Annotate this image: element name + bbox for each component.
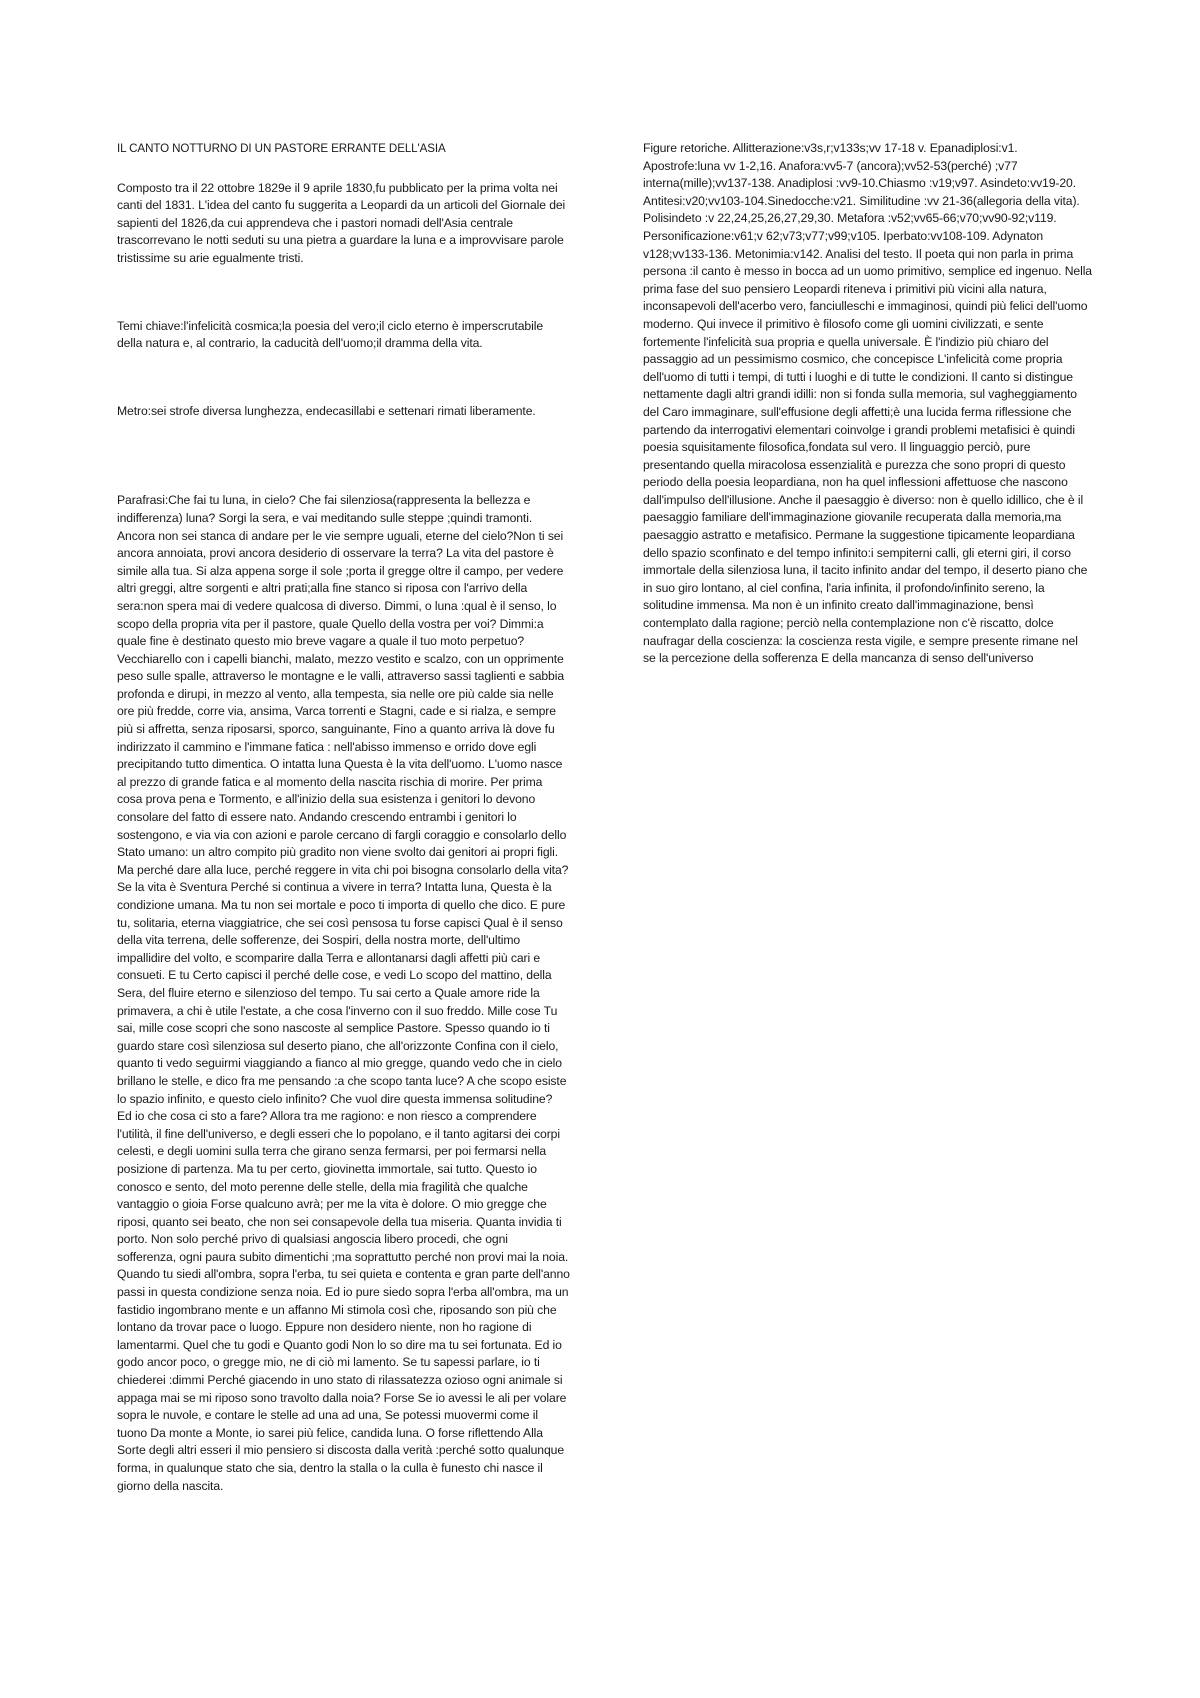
spacer	[117, 420, 570, 492]
paraphrase-paragraph: Parafrasi:Che fai tu luna, in cielo? Che fai silenziosa(rappresenta la bellezza e indifferenza) luna? Sorgi la sera, e vai meditando sulle steppe ;quindi tramonti. Ancora non sei stanca di andare per le vie sempre uguali, eterne del cielo?Non ti sei ancora annoiata, provi ancora desiderio di osservare la terra? La vita del pastore è simile alla tua. Si alza appena sorge il sole ;porta il gregge oltre il campo, per vedere altri greggi, altre sorgenti e altri prati;alla fine stanco si riposa con l'arrivo della sera:non spera mai di vedere qualcosa di diverso. Dimmi, o luna :qual è il senso, lo scopo della propria vita per il pastore, quale Quello della vostra per voi? Dimmi:a quale fine è destinato questo mio breve vagare a quale il tuo moto perpetuo? Vecchiarello con i capelli bianchi, malato, mezzo vestito e scalzo, con un opprimente peso sulle spalle, attraverso le montagne e le valli, attraverso sassi taglienti e sabbia profonda e dirupi, in mezzo al vento, alla tempesta, sia nelle ore più calde sia nelle ore più fredde, corre via, ansima, Varca torrenti e Stagni, cade e si rialza, e sempre più si affretta, senza riposarsi, sporco, sanguinante, Fino a quanto arriva là dove fu indirizzato il cammino e l'immane fatica : nell'abisso immenso e orrido dove egli precipitando tutto dimentica. O intatta luna Questa è la vita dell'uomo. L'uomo nasce al prezzo di grande fatica e al momento della nascita rischia di morire. Per prima cosa prova pena e Tormento, e all'inizio della sua esistenza i genitori lo devono consolare del fatto di essere nato. Andando crescendo entrambi i genitori lo sostengono, e via via con azioni e parole cercano di fargli coraggio e consolarlo dello Stato umano: un altro compito più gradito non viene svolto dai genitori ai propri figli. Ma perché dare alla luce, perché reggere in vita chi poi bisogna consolarlo della vita? Se la vita è Sventura Perché si continua a vivere in terra? Intatta luna, Questa è la condizione umana. Ma tu non sei mortale e poco ti importa di quello che dico. E pure tu, solitaria, eterna viaggiatrice, che sei così pensosa tu forse capisci Qual è il senso della vita terrena, delle sofferenze, dei Sospiri, della nostra morte, dell'ultimo impallidire del volto, e scomparire dalla Terra e allontanarsi dagli affetti più cari e consueti. E tu Certo capisci il perché delle cose, e vedi Lo scopo del mattino, della Sera, del fluire eterno e silenzioso del tempo. Tu sai certo a Quale amore ride la primavera, a chi è utile l'estate, a che cosa l'inverno con il suo freddo. Mille cose Tu sai, mille cose scopri che sono nascoste al semplice Pastore. Spesso quando io ti guardo stare così silenziosa sul deserto piano, che all'orizzonte Confina con il cielo, quanto ti vedo seguirmi viaggiando a fianco al mio gregge, quando vedo che in cielo brillano le stelle, e dico fra me pensando :a che scopo tanta luce? A che scopo esiste lo spazio infinito, e questo cielo infinito? Che vuol dire questa immensa solitudine? Ed io che cosa ci sto a fare? Allora tra me ragiono: e non riesco a comprendere l'utilità, il fine dell'universo, e degli esseri che lo popolano, e il tanto agitarsi dei corpi celesti, e degli uomini sulla terra che girano senza fermarsi, per poi fermarsi nella posizione di partenza. Ma tu per certo, giovinetta immortale, sai tutto. Questo io conosco e sento, del moto perenne delle stelle, della mia fragilità che qualche vantaggio o gioia Forse qualcuno avrà; per me la vita è dolore. O mio gregge che riposi, quanto sei beato, che non sei consapevole della tua miseria. Quanta invidia ti porto. Non solo perché privo di qualsiasi angoscia libero procedi, che ogni sofferenza, ogni paura subito dimentichi ;ma soprattutto perché non provi mai la noia. Quando tu siedi all'ombra, sopra l'erba, tu sei quieta e contenta e gran parte dell'anno passi in questa condizione senza noia. Ed io pure siedo sopra l'erba all'ombra, ma un fastidio ingombrano mente e un affanno Mi stimola così che, riposando son più che lontano da trovar pace o luogo. Eppure non desidero niente, non ho ragione di lamentarmi. Quel che tu godi e Quanto godi Non lo so dire ma tu sei fortunata. Ed io godo ancor poco, o gregge mio, ne di ciò mi lamento. Se tu sapessi parlare, io ti chiederei :dimmi Perché giacendo in uno stato di rilassatezza ozioso ogni animale si appaga mai se mi riposo sono travolto dalla noia? Forse Se io avessi le ali per volare sopra le nuvole, e contare le stelle ad una ad una, Se potessi muovermi come il tuono Da monte a Monte, io sarei più felice, candida luna. O forse riflettendo Alla Sorte degli altri esseri il mio pensiero si discosta dalla verità :perché sotto qualunque forma, in qualunque stato che sia, dentro la stalla o la culla è funesto chi nasce il giorno della nascita.	[117, 493, 570, 1493]
spacer	[117, 353, 570, 403]
analysis-paragraph: Figure retoriche. Allitterazione:v3s,r;v133s;vv 17-18 v. Epanadiplosi:v1. Apostrofe:luna vv 1-2,16. Anafora:vv5-7 (ancora);vv52-53(perché) ;v77 interna(mille);vv137-138. Anadiplosi :vv9-10.Chiasmo :v19;v97. Asindeto:vv19-20. Antitesi:v20;vv103-104.Sinedocche:v21. Similitudine :vv 21-36(allegoria della vita). Polisindeto :v 22,24,25,26,27,29,30. Metafora :v52;vv65-66;v70;vv90-92;v119. Personificazione:v61;v 62;v73;v77;v99;v105. Iperbato:vv108-109. Adynaton v128;vv133-136. Metonimia:v142. Analisi del testo. Il poeta qui non parla in prima persona :il canto è messo in bocca ad un uomo primitivo, semplice ed ingenuo. Nella prima fase del suo pensiero Leopardi riteneva i primitivi più vicini alla natura, inconsapevoli dell'acerbo vero, fanciulleschi e immaginosi, quindi più felici dell'uomo moderno. Qui invece il primitivo è filosofo come gli uomini civilizzati, e sente fortemente l'infelicità sua propria e quella universale. È l'indizio più chiaro del passaggio ad un pessimismo cosmico, che concepisce L'infelicità come propria dell'uomo di tutti i tempi, di tutti i luoghi e di tutte le condizioni. Il canto si distingue nettamente dagli altri grandi idilli: non si fonda sulla memoria, sul vagheggiamento del Caro immaginare, sull'effusione degli affetti;è una lucida ferma riflessione che partendo da interrogativi elementari coinvolge i grandi problemi metafisici è quindi poesia squisitamente filosofica,fondata sul vero. Il linguaggio perciò, pure presentando quella miracolosa essenzialità e purezza che sono propri di questo periodo della poesia leopardiana, non ha quel inflessioni affettuose che nascono dall'impulso dell'illusione. Anche il paesaggio è diverso: non è quello idillico, che è il paesaggio familiare dell'immaginazione giovanile recuperata dalla memoria,ma paesaggio astratto e metafisico. Permane la suggestione tipicamente leopardiana dello spazio sconfinato e del tempo infinito:i sempiterni calli, gli eterni giri, il corso immortale della silenziosa luna, il tacito infinito andar del tempo, il deserto piano che in suo giro lontano, al ciel confina, l'aria infinita, il profondo/infinito sereno, la solitudine immensa. Ma non è un infinito creato dall'immaginazione, bensì contemplato dalla ragione; perciò nella contemplazione non c'è riscatto, dolce naufragar della coscienza: la coscienza resta vigile, e sempre presente rimane nel se la percezione della sofferenza E della mancanza di senso dell'universo	[643, 141, 1092, 666]
left-column	[117, 140, 570, 1495]
themes-paragraph: Temi chiave:l'infelicità cosmica;la poesia del vero;il ciclo eterno è imperscrutabile della natura e, al contrario, la caducità dell'uomo;il dramma della vita.	[117, 318, 543, 351]
document-title: IL CANTO NOTTURNO DI UN PASTORE ERRANTE DELL'ASIA	[117, 142, 446, 155]
metre-paragraph: Metro:sei strofe diversa lunghezza, endecasillabi e settenari rimati liberamente.	[117, 403, 536, 418]
right-column	[643, 140, 1093, 668]
spacer	[117, 268, 570, 318]
composition-paragraph: Composto tra il 22 ottobre 1829e il 9 aprile 1830,fu pubblicato per la prima volta nei canti del 1831. L'idea del canto fu suggerita a Leopardi da un articoli del Giornale dei sapienti del 1826,da cui apprendeva che i pastori nomadi dell'Asia centrale trascorrevano le notti seduti su una pietra a guardare la luna e a improvvisare parole tristissime su arie egualmente tristi.	[117, 180, 566, 265]
